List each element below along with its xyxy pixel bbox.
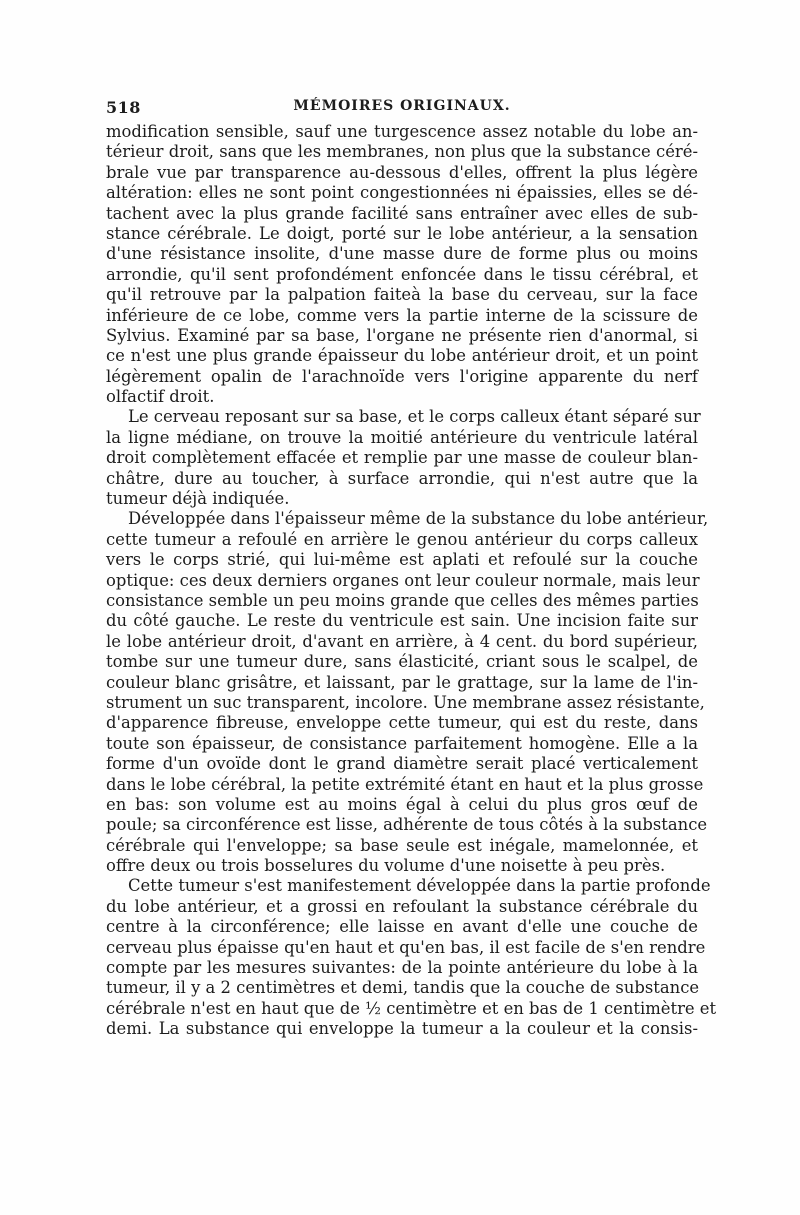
text-line: d'apparence fibreuse, enveloppe cette tumeur, qui est du reste, dans <box>106 713 698 733</box>
text-line: d'une résistance insolite, d'une masse dure de forme plus ou moins <box>106 244 698 264</box>
paragraph-start-line: Le cerveau reposant sur sa base, et le corps calleux étant séparé sur <box>128 407 701 427</box>
body-text <box>106 122 717 1040</box>
text-line: altération: elles ne sont point congestionnées ni épaissies, elles se dé- <box>106 183 698 203</box>
text-line: tombe sur une tumeur dure, sans élasticité, criant sous le scalpel, de <box>106 652 698 672</box>
paragraph-end-line: offre deux ou trois bosselures du volume d'une noisette à peu près. <box>106 856 666 876</box>
text-line: cette tumeur a refoulé en arrière le genou antérieur du corps calleux <box>106 529 698 549</box>
text-line: térieur droit, sans que les membranes, non plus que la substance céré- <box>106 142 698 162</box>
text-line: forme d'un ovoïde dont le grand diamètre serait placé verticalement <box>106 754 698 774</box>
text-line: légèrement opalin de l'arachnoïde vers l'origine apparente du nerf <box>106 366 698 386</box>
text-line: toute son épaisseur, de consistance parfaitement homogène. Elle a la <box>106 733 698 753</box>
text-line: modification sensible, sauf une turgescence assez notable du lobe an- <box>106 122 698 141</box>
text-line: droit complètement effacée et remplie par une masse de couleur blan- <box>106 448 698 468</box>
text-line: consistance semble un peu moins grande que celles des mêmes parties <box>106 590 699 610</box>
paragraph-end-line: tumeur déjà indiquée. <box>106 489 290 509</box>
text-line: brale vue par transparence au-dessous d'elles, offrent la plus légère <box>106 162 698 182</box>
text-line: qu'il retrouve par la palpation faiteà la base du cerveau, sur la face <box>106 285 698 305</box>
text-line: cerveau plus épaisse qu'en haut et qu'en bas, il est facile de s'en rendre <box>106 937 706 957</box>
running-title: MÉMOIRES ORIGINAUX. <box>293 98 511 114</box>
page-number: 518 <box>106 98 141 117</box>
text-line: la ligne médiane, on trouve la moitié antérieure du ventricule latéral <box>106 427 698 447</box>
text-line: Sylvius. Examiné par sa base, l'organe ne présente rien d'anormal, si <box>106 325 698 345</box>
text-line: poule; sa circonférence est lisse, adhérente de tous côtés à la substance <box>106 815 708 835</box>
paragraph-start-line: Développée dans l'épaisseur même de la substance du lobe antérieur, <box>128 509 709 529</box>
text-line: tumeur, il y a 2 centimètres et demi, tandis que la couche de substance <box>106 978 700 998</box>
text-line: ce n'est une plus grande épaisseur du lobe antérieur droit, et un point <box>106 346 698 366</box>
text-line: compte par les mesures suivantes: de la pointe antérieure du lobe à la <box>106 958 698 978</box>
paragraph-start-line: Cette tumeur s'est manifestement développée dans la partie profonde <box>128 876 711 896</box>
text-line: centre à la circonférence; elle laisse en avant d'elle une couche de <box>106 917 698 937</box>
text-line: strument un suc transparent, incolore. Une membrane assez résistante, <box>106 692 705 712</box>
text-line: arrondie, qu'il sent profondément enfoncée dans le tissu cérébral, et <box>106 264 698 284</box>
text-line: le lobe antérieur droit, d'avant en arrière, à 4 cent. du bord supérieur, <box>106 631 698 651</box>
text-line: du côté gauche. Le reste du ventricule est sain. Une incision faite sur <box>106 611 698 631</box>
text-line: tachent avec la plus grande facilité sans entraîner avec elles de sub- <box>106 203 698 223</box>
text-line: optique: ces deux derniers organes ont leur couleur normale, mais leur <box>106 570 700 590</box>
text-line: inférieure de ce lobe, comme vers la partie interne de la scissure de <box>106 305 698 325</box>
text-line: du lobe antérieur, et a grossi en refoulant la substance cérébrale du <box>106 896 698 916</box>
text-line: couleur blanc grisâtre, et laissant, par le grattage, sur la lame de l'in- <box>106 672 698 692</box>
text-line: vers le corps strié, qui lui-même est aplati et refoulé sur la couche <box>106 550 698 570</box>
text-line: châtre, dure au toucher, à surface arrondie, qui n'est autre que la <box>106 468 698 488</box>
text-line: cérébrale n'est en haut que de ½ centimètre et en bas de 1 centimètre et <box>106 998 717 1018</box>
paragraph-end-line: olfactif droit. <box>106 387 215 407</box>
text-line: stance cérébrale. Le doigt, porté sur le lobe antérieur, a la sensation <box>106 223 698 243</box>
text-line: demi. La substance qui enveloppe la tumeur a la couleur et la consis- <box>106 1019 698 1039</box>
text-line: en bas: son volume est au moins égal à celui du plus gros œuf de <box>106 794 698 814</box>
running-head <box>106 98 698 124</box>
text-line: dans le lobe cérébral, la petite extrémité étant en haut et la plus grosse <box>106 774 704 794</box>
text-line: cérébrale qui l'enveloppe; sa base seule est inégale, mamelonnée, et <box>106 835 698 855</box>
